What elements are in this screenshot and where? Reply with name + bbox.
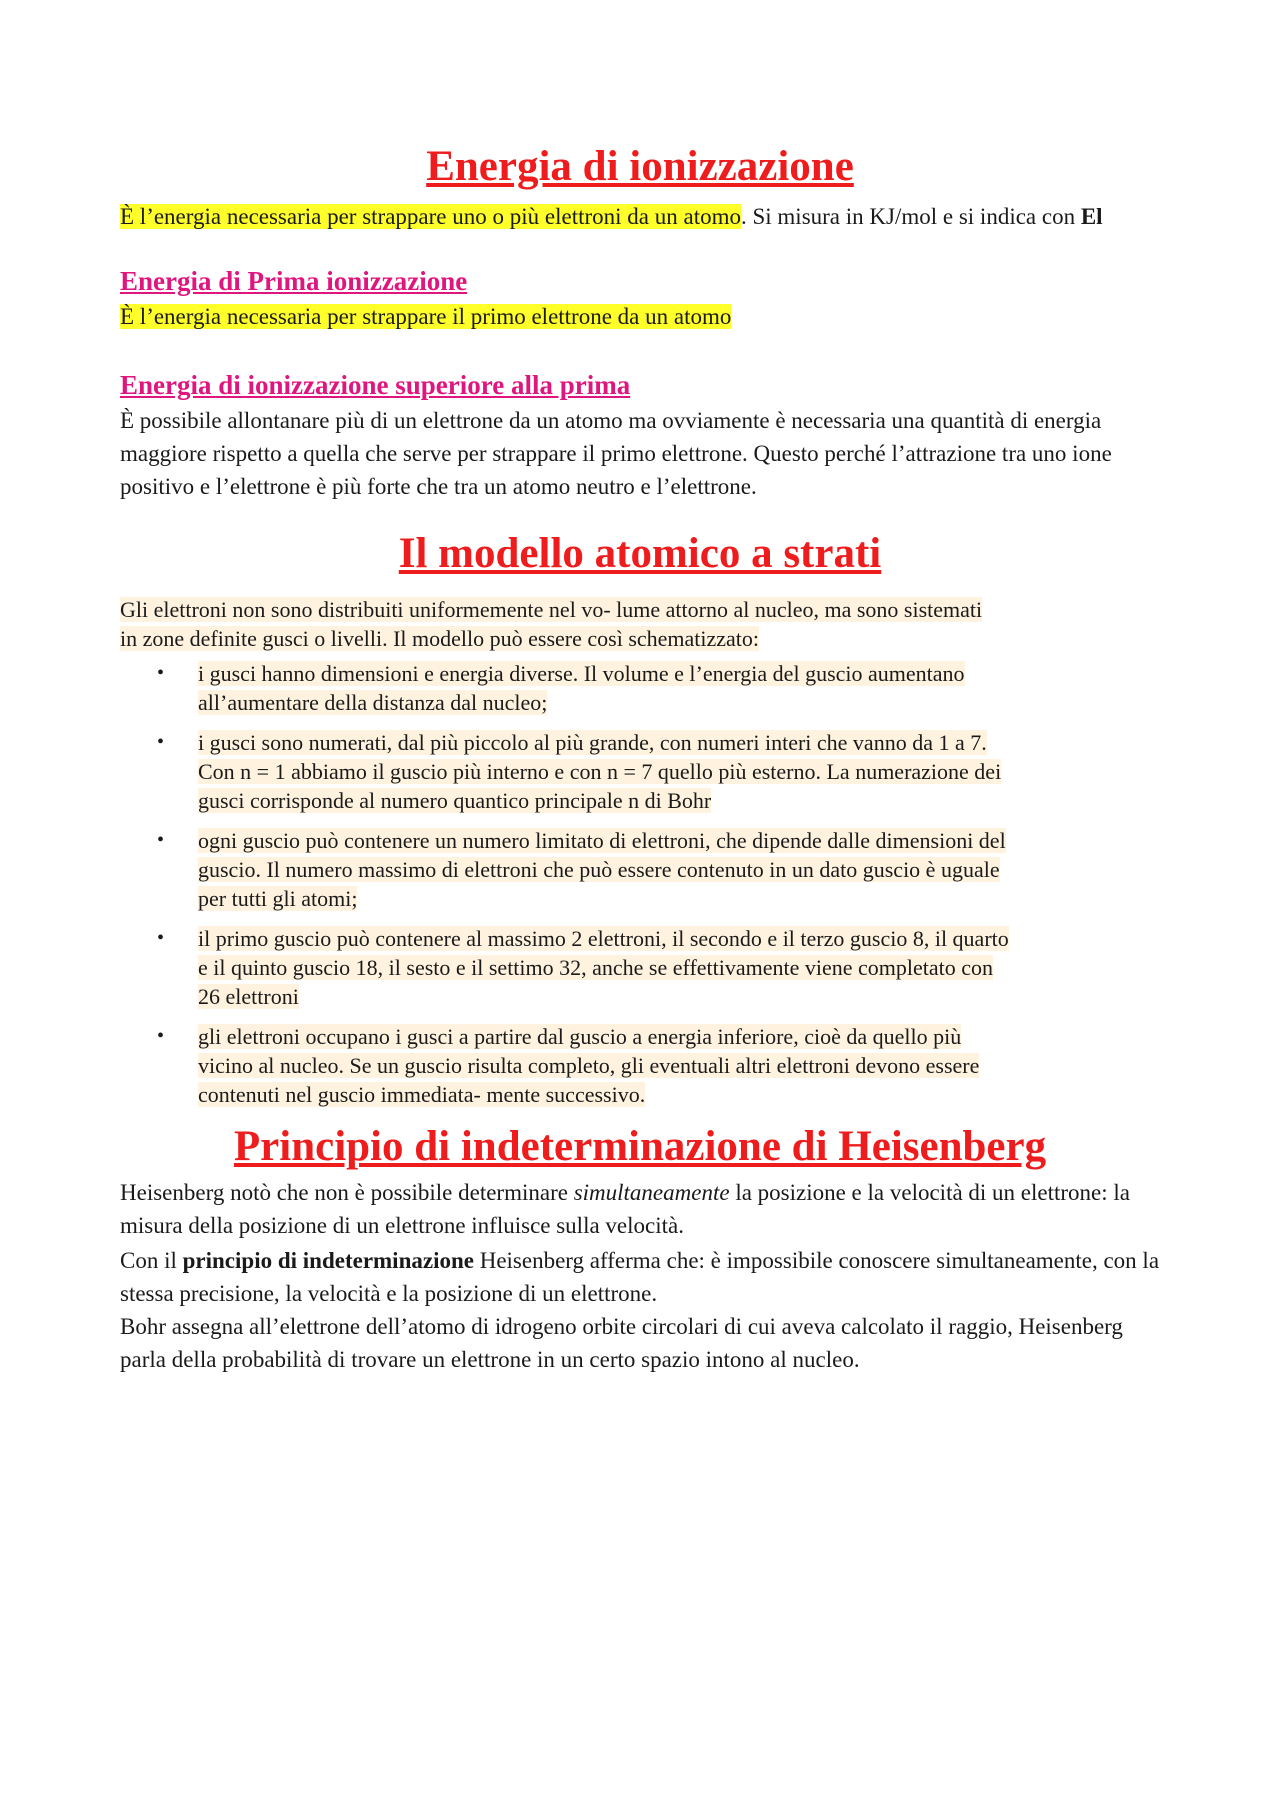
text-run: Heisenberg afferma che: è impossibile conoscere simultaneamente, con la stessa precisione, la velocità e la posizione di un elettrone.	[120, 1248, 1160, 1306]
list-item-line: gusci corrisponde al numero quantico principale n di Bohr	[198, 788, 712, 813]
modello-intro-line-1: Gli elettroni non sono distribuiti uniformemente nel vo- lume attorno al nucleo, ma sono sistemati	[120, 597, 983, 622]
list-item-line: il primo guscio può contenere al massimo 2 elettroni, il secondo e il terzo guscio 8, il quarto	[198, 926, 1009, 951]
title-modello-atomico: Il modello atomico a strati	[398, 530, 882, 577]
list-item-line: contenuti nel guscio immediata- mente successivo.	[198, 1082, 646, 1107]
bullet-icon: •	[157, 927, 165, 949]
paragraph-prima-ionizzazione	[120, 300, 1160, 333]
list-item	[120, 924, 1160, 1011]
gusci-bullet-list	[120, 659, 1160, 1109]
text-run: la posizione e la velocità di un elettrone: la misura della posizione di un elettrone influisce sulla velocità.	[120, 1180, 1130, 1238]
list-item	[120, 826, 1160, 913]
highlighted-prima-definition: È l’energia necessaria per strappare il primo elettrone da un atomo	[120, 304, 732, 329]
list-item-line: Con n = 1 abbiamo il guscio più interno e con n = 7 quello più esterno. La numerazione dei	[198, 759, 1002, 784]
bold-principio: principio di indeterminazione	[182, 1248, 474, 1273]
paragraph-heisenberg-1	[120, 1176, 1160, 1242]
list-item-line: ogni guscio può contenere un numero limitato di elettroni, che dipende dalle dimensioni del	[198, 828, 1006, 853]
title-heisenberg: Principio di indeterminazione di Heisenberg	[233, 1123, 1047, 1170]
text-run: Con il	[120, 1248, 183, 1273]
list-item	[120, 728, 1160, 815]
bullet-icon: •	[157, 731, 165, 753]
paragraph-heisenberg-3: Bohr assegna all’elettrone dell’atomo di idrogeno orbite circolari di cui aveva calcolato il raggio, Heisenberg parla della probabilità di trovare un elettrone in un certo spazio intono al nucleo.	[120, 1314, 1123, 1372]
italic-simultaneamente: simultaneamente	[573, 1180, 730, 1205]
subtitle-prima-ionizzazione: Energia di Prima ionizzazione	[120, 266, 468, 296]
paragraph-ionizzazione-superiore: È possibile allontanare più di un elettrone da un atomo ma ovviamente è necessaria una quantità di energia maggiore rispetto a quella che serve per strappare il primo elettrone. Questo perché l’attrazione tra uno ione positivo e l’elettrone è più forte che tra un atomo neutro e l’elettrone.	[120, 408, 1112, 499]
symbol-el: El	[1080, 204, 1103, 229]
list-item-line: gli elettroni occupano i gusci a partire dal guscio a energia inferiore, cioè da quello più	[198, 1024, 962, 1049]
modello-intro-line-2: in zone definite gusci o livelli. Il modello può essere così schematizzato:	[120, 626, 760, 651]
bullet-icon: •	[157, 662, 165, 684]
highlighted-definition: È l’energia necessaria per strappare uno o più elettroni da un atomo	[120, 204, 741, 229]
list-item-line: guscio. Il numero massimo di elettroni che può essere contenuto in un dato guscio è uguale	[198, 857, 1000, 882]
paragraph-heisenberg-2	[120, 1244, 1160, 1310]
document-page	[120, 140, 1160, 1376]
bullet-icon: •	[157, 829, 165, 851]
list-item-line: i gusci sono numerati, dal più piccolo al più grande, con numeri interi che vanno da 1 a 7.	[198, 730, 987, 755]
list-item-line: all’aumentare della distanza dal nucleo;	[198, 690, 548, 715]
bullet-icon: •	[157, 1025, 165, 1047]
list-item	[120, 659, 1160, 717]
list-item	[120, 1022, 1160, 1109]
list-item-line: e il quinto guscio 18, il sesto e il settimo 32, anche se effettivamente viene completato con	[198, 955, 994, 980]
list-item-line: 26 elettroni	[198, 984, 299, 1009]
paragraph-definizione-ionizzazione	[120, 200, 1160, 233]
list-item-line: vicino al nucleo. Se un guscio risulta completo, gli eventuali altri elettroni devono essere	[198, 1053, 980, 1078]
list-item-line: i gusci hanno dimensioni e energia diverse. Il volume e l’energia del guscio aumentano	[198, 661, 965, 686]
subtitle-ionizzazione-superiore: Energia di ionizzazione superiore alla prima	[120, 370, 631, 400]
text-run: Heisenberg notò che non è possibile determinare	[120, 1180, 574, 1205]
paragraph-modello-intro	[120, 595, 1160, 653]
list-item-line: per tutti gli atomi;	[198, 886, 358, 911]
definition-rest: . Si misura in KJ/mol e si indica con	[740, 204, 1081, 229]
title-energia-ionizzazione: Energia di ionizzazione	[426, 143, 854, 190]
